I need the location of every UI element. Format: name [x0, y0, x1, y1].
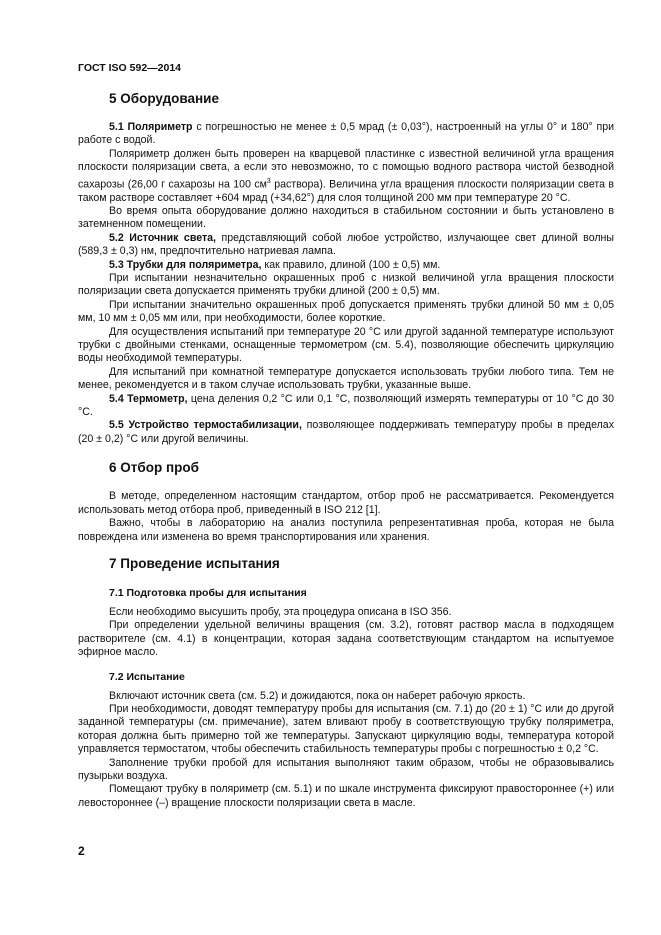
text-5-1-verification-b: раствора). Величина угла вращения плоскости поляризации света в таком растворе составляет +604 мрад (+34,62°) для слоя толщиной 200 мм при температуре 20 °С.: [78, 178, 614, 204]
subsection-7-1-title: 7.1 Подготовка пробы для испытания: [109, 586, 307, 599]
paragraph-7-1-a: Если необходимо высушить пробу, эта процедура описана в ISO 356.: [109, 605, 452, 618]
text-5-1: с погрешностью не менее ± 0,5 мрад (± 0,03°), настроенный на углы 0° и 180° при работе с водой.: [78, 121, 615, 147]
paragraph-7-1-b: При определении удельной величины вращения (см. 3.2), готовят раствор масла в подходящем растворителе (см. 4.1) в концентрации, которая задана соответствующим стандартом на испытуемое эфирное масло.: [78, 619, 614, 659]
paragraph-7-2-d: Помещают трубку в поляриметр (см. 5.1) и по шкале инструмента фиксируют правостороннее (+) или левостороннее (–) вращение плоскости поляризации света в масле.: [78, 783, 614, 809]
paragraph-5-1-conditions: Во время опыта оборудование должно находиться в стабильном состоянии и быть установлено в затемненном помещении.: [78, 204, 614, 231]
paragraph-5-5: [78, 419, 614, 446]
page-content: [78, 90, 614, 810]
term-thermometer: 5.4 Термометр,: [109, 392, 188, 405]
paragraph-7-2-a: Включают источник света (см. 5.2) и дожидаются, пока он наберет рабочую яркость.: [109, 689, 526, 702]
running-header: ГОСТ ISO 592—2014: [78, 62, 182, 74]
term-polarimeter: 5.1 Поляриметр: [109, 121, 193, 133]
page-number: 2: [78, 844, 85, 858]
section-7-title: 7 Проведение испытания: [109, 555, 280, 571]
section-6-title: 6 Отбор проб: [109, 460, 199, 476]
paragraph-7-2-b: При необходимости, доводят температуру пробы для испытания (см. 7.1) до (20 ± 1) °С или до другой заданной температуры (см. примечание), затем вливают пробу в соответствующую трубку поляриметра, которая должна быть примерно той же температуры. Запускают циркуляцию воды, температура которой управляется термостатом, чтобы обеспечить стабильность температуры пробы с погрешностью ± 0,2 °С.: [78, 702, 614, 756]
term-light-source: 5.2 Источник света,: [109, 231, 216, 244]
paragraph-6-1: В методе, определенном настоящим стандартом, отбор проб не рассматривается. Рекомендуется использовать метод отбора проб, приведенный в ISO 212 [1].: [78, 490, 614, 516]
paragraph-5-3-double-wall: Для осуществления испытаний при температуре 20 °С или другой заданной температуре используют трубки с двойными стенками, оснащенные термометром (см. 5.4), позволяющие обеспечить циркуляцию воды необходимой температуры.: [78, 325, 614, 365]
term-polarimeter-tubes: 5.3 Трубки для поляриметра,: [109, 258, 262, 271]
paragraph-6-2: Важно, чтобы в лабораторию на анализ поступила репрезентативная проба, которая не была повреждена или изменена во время транспортирования или хранения.: [78, 517, 614, 543]
text-5-5: позволяющее поддерживать температуру пробы в пределах (20 ± 0,2) °С или другой величины.: [78, 419, 614, 445]
subsection-7-2-title: 7.2 Испытание: [109, 670, 185, 683]
paragraph-5-3-low-colored: При испытании незначительно окрашенных проб с низкой величиной угла вращения плоскости поляризации света допускается применять трубки длиной (200 ± 0,5) мм.: [78, 272, 614, 298]
paragraph-7-2-c: Заполнение трубки пробой для испытания выполняют таким образом, чтобы не образовывались пузырьки воздуха.: [78, 756, 614, 782]
text-5-2: представляющий собой любое устройство, излучающее свет длиной волны (589,3 ± 0,3) нм, предпочтительно натриевая лампа.: [78, 231, 615, 258]
paragraph-5-2: [78, 232, 614, 259]
paragraph-5-1: [78, 121, 614, 148]
superscript: 3: [266, 177, 271, 185]
text-5-1-verification-a: Поляриметр должен быть проверен на кварцевой пластинке с известной величиной угла вращения плоскости поляризации света, а если это невозможно, то с помощью водного раствора чистой безводной сахарозы (26,00 г сахарозы на 100 см: [78, 147, 614, 191]
section-5-title: 5 Оборудование: [109, 91, 219, 106]
paragraph-5-4: [78, 393, 614, 420]
paragraph-5-3: [78, 259, 614, 272]
paragraph-5-3-high-colored: При испытании значительно окрашенных проб допускается применять трубки длиной 50 мм ± 0,05 мм, 10 мм ± 0,05 мм или, при необходимости, более короткие.: [78, 298, 614, 325]
text-5-4: цена деления 0,2 °С или 0,1 °С, позволяющий измерять температуры от 10 °С до 30 °С.: [78, 392, 615, 419]
term-thermostat: 5.5 Устройство термостабилизации,: [109, 419, 302, 432]
text-5-3: как правило, длиной (100 ± 0,5) мм.: [261, 258, 441, 271]
paragraph-5-1-verification: [78, 148, 614, 205]
paragraph-5-3-room-temp: Для испытаний при комнатной температуре допускается использовать трубки любого типа. Тем не менее, рекомендуется и в таком случае использовать трубки, указанные выше.: [78, 365, 614, 392]
